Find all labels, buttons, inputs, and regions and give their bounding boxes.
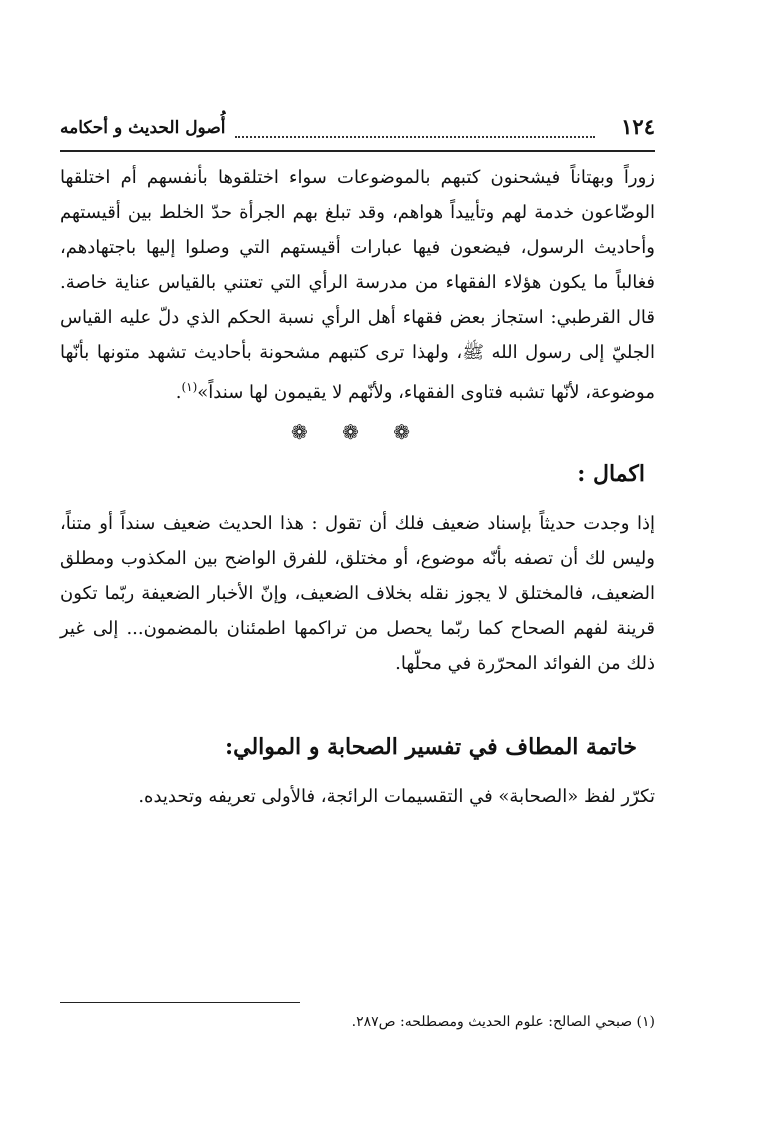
header-dot-leader [235,136,595,138]
paragraph-khatima: تكرّر لفظ «الصحابة» في التقسيمات الرائجة، فالأولى تعريفه وتحديده. [138,786,655,807]
page-number: ١٢٤ [621,114,655,139]
section-heading-kamal: اكمال : [577,461,645,487]
running-title: أُصول الحديث و أحكامه [60,118,226,138]
paragraph-kamal: إذا وجدت حديثاً بإسناد ضعيف فلك أن تقول : هذا الحديث ضعيف سنداً أو متناً، وليس لك أن تصفه بأنّه موضوع، أو مختلق، للفرق الواضح بين المكذوب ومطلق الضعيف، فالمختلق لا يجوز نقله بخلاف الضعيف، وإنّ الأخبار الضعيفة ربّما تكون قرينة لفهم الصحاح كما ربّما يحصل من تراكمها اطمئنان بالمضمون... إلى غير ذلك من الفوائد المحرّرة في محلّها. [60,513,655,674]
page-header [60,110,655,146]
footnote-reference: (١) [181,380,198,394]
page-body [60,160,655,814]
section-separator: ❁ ❁ ❁ [291,420,424,444]
section-heading-khatima: خاتمة المطاف في تفسير الصحابة و الموالي: [224,734,637,760]
paragraph-text: زوراً وبهتاناً فيشحنون كتبهم بالموضوعات سواء اختلقوها بأنفسهم أم اختلقها الوضّاعون خدمة لهم وتأييداً هواهم، وقد تبلغ بهم الجرأة حدّ الخلط بين أقيستهم وأحاديث الرسول، فيضعون فيها عبارات أقيستهم التي وصلوا إليها باجتهادهم، فغالباً ما يكون هؤلاء الفقهاء من مدرسة الرأي التي تعتني بالقياس عناية خاصة. قال القرطبي: استجاز بعض فقهاء أهل الرأي نسبة الحكم الذي دلّ عليه القياس الجليّ إلى رسول الله ﷺ، ولهذا ترى كتبهم مشحونة بأحاديث تشهد متونها بأنّها موضوعة، لأنّها تشبه فتاوى الفقهاء، ولأنّهم لا يقيمون لها سنداً» [60,167,655,403]
paragraph-continuation: زوراً وبهتاناً فيشحنون كتبهم بالموضوعات سواء اختلقوها بأنفسهم أم اختلقها الوضّاعون خدمة لهم وتأييداً هواهم، وقد تبلغ بهم الجرأة حدّ الخلط بين أقيستهم وأحاديث الرسول، فيضعون فيها عبارات أقيستهم التي وصلوا إليها باجتهادهم، فغالباً ما يكون هؤلاء الفقهاء من مدرسة الرأي التي تعتني بالقياس عناية خاصة. قال القرطبي: استجاز بعض فقهاء أهل الرأي نسبة الحكم الذي دلّ عليه القياس الجليّ إلى رسول الله ﷺ، ولهذا ترى كتبهم مشحونة بأحاديث تشهد متونها بأنّها موضوعة، لأنّها تشبه فتاوى الفقهاء، ولأنّهم لا يقيمون لها سنداً»$^{(١)}$. [60,167,655,403]
footnote: (١) صبحي الصالح: علوم الحديث ومصطلحه: ص٢٨٧. [351,1014,655,1030]
footnote-rule [60,1002,300,1003]
header-rule [60,150,655,152]
